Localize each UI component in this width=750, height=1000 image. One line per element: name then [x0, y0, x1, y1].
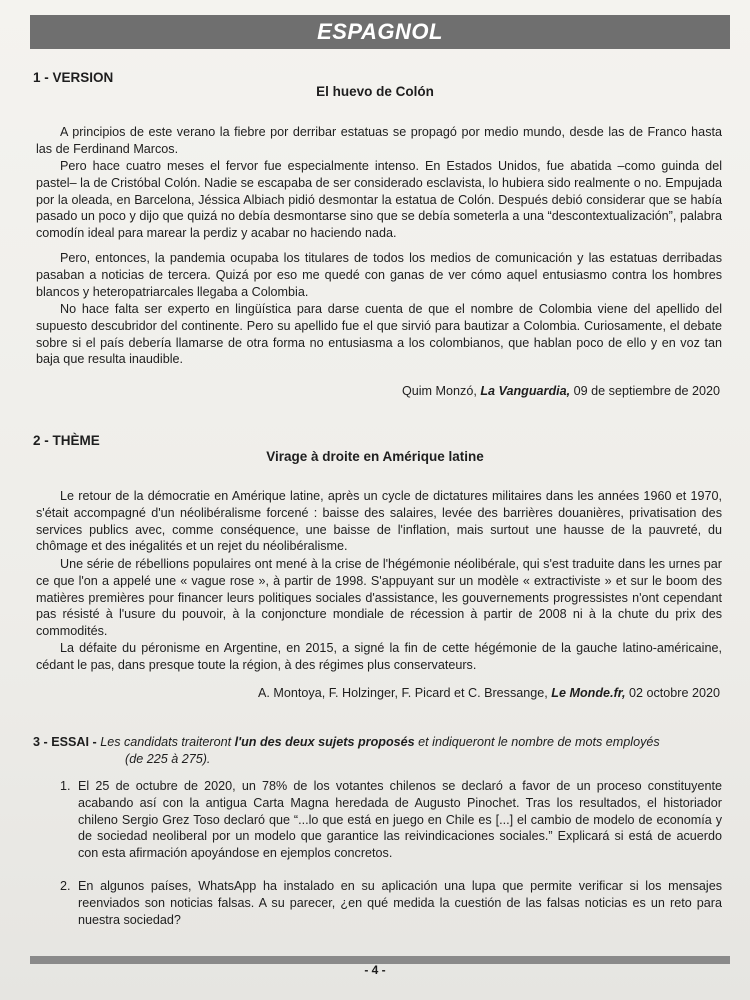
- version-source-publication: La Vanguardia,: [480, 384, 571, 398]
- essai-instructions: [33, 734, 723, 768]
- version-source: [402, 384, 720, 398]
- version-source-author: Quim Monzó,: [401, 384, 477, 398]
- theme-source: [258, 686, 720, 700]
- version-paragraph: Pero hace cuatro meses el fervor fue especialmente intenso. En Estados Unidos, fue abatida –como guinda del pastel– la de Cristóbal Colón. Nadie se escapaba de ser considerado esclavista, lo hubiera sido realmente o no. Empujada por la oleada, en Barcelona, Jéssica Albiach pidió desmontar la estatua de Colón. Después debió considerar que se había pasado un poco y dijo que quizá no debía desmontarse sino que se debía someterla a una “descontextualización”, palabra comodín ideal para marear la perdiz y acabar no haciendo nada.: [36, 159, 722, 241]
- theme-article-title: Virage à droite en Amérique latine: [266, 449, 484, 464]
- theme-source-author: A. Montoya, F. Holzinger, F. Picard et C. Bressange,: [258, 686, 548, 700]
- version-article-title: El huevo de Colón: [316, 84, 434, 99]
- question-number: 1.: [60, 779, 71, 793]
- subject-banner: [30, 15, 730, 49]
- version-paragraph: Pero, entonces, la pandemia ocupaba los titulares de todos los medios de comunicación y las estatuas derribadas pasaban a noticias de tercera. Quizá por eso me quedé con ganas de ver cómo aquel entusiasmo contra los hombres blancos y heteropatriarcales llegaba a Colombia.: [36, 251, 722, 299]
- essai-instruction-emphasis: l'un des deux sujets proposés: [234, 735, 415, 749]
- version-paragraph: A principios de este verano la fiebre por derribar estatuas se propagó por medio mundo, desde las de Franco hasta las de Ferdinand Marcos.: [36, 125, 722, 156]
- essai-word-range: (de 225 à 275).: [125, 751, 211, 766]
- theme-paragraph: La défaite du péronisme en Argentine, en 2015, a signé la fin de cette hégémonie de la gauche latino-américaine, cédant le pas, dans presque toute la région, à des régimes plus conservateurs.: [36, 641, 722, 672]
- subject-title: ESPAGNOL: [317, 19, 443, 44]
- essai-heading: 3 - ESSAI -: [33, 735, 97, 749]
- theme-source-publication: Le Monde.fr,: [551, 686, 626, 700]
- version-heading: 1 - VERSION: [33, 70, 114, 85]
- theme-paragraph: Une série de rébellions populaires ont mené à la crise de l'hégémonie néolibérale, qui s'est traduite dans les urnes par ce que l'on a appelé une « vague rose », à partir de 1998. S'appuyant sur un modèle « extractiviste » et sur le boom des matières premières pour financer leurs politiques sociales d'assistance, les gouvernements progressistes n'ont cependant pas résisté à l'usure du pouvoir, à la conjoncture mondiale de récession à partir de 2008 ni à la chute du prix des commodités.: [36, 557, 722, 639]
- question-number: 2.: [60, 879, 71, 893]
- essai-instruction-part: Les candidats traiteront: [100, 735, 232, 749]
- version-paragraph: No hace falta ser experto en lingüística para darse cuenta de que el nombre de Colombia viene del apellido del supuesto descubridor del continente. Pero su apellido fue el que sirvió para bautizar a Colombia. Curiosamente, el debate sobre si el país debería llamarse de otra forma no entusiasma a los colombianos, que hablan poco de ello y en voz tan baja que resulta inaudible.: [36, 302, 722, 367]
- question-text: En algunos países, WhatsApp ha instalado en su aplicación una lupa que permite verificar si los mensajes reenviados son noticias falsas. A su parecer, ¿en qué medida la cuestión de las falsas noticias es un reto para nuestra sociedad?: [78, 879, 722, 927]
- essai-question: [60, 778, 722, 862]
- page-number: - 4 -: [364, 963, 386, 977]
- theme-paragraph: Le retour de la démocratie en Amérique latine, après un cycle de dictatures militaires dans les années 1960 et 1970, s'était accompagné d'un néolibéralisme forcené : baisse des salaires, levée des barrières douanières, privatisation des services publics avec, comme conséquence, une baisse de l'inflation, mais surtout une hausse de la pauvreté, du chômage et des inégalités et un rejet du néolibéralisme.: [36, 489, 722, 554]
- theme-source-date: 02 octobre 2020: [628, 686, 720, 700]
- question-text: El 25 de octubre de 2020, un 78% de los votantes chilenos se declaró a favor de un proceso constituyente acabando así con la antigua Carta Magna heredada de Augusto Pinochet. Tras los resultados, el historiador chileno Sergio Grez Toso declaró que “...lo que está en juego en Chile es [...] el cambio de modelo de economía y de sociedad neoliberal por un modelo que garantice las reivindicaciones sociales.” Explicará si está de acuerdo con esta afirmación apoyándose en ejemplos concretos.: [78, 779, 722, 861]
- version-source-date: 09 de septiembre de 2020: [573, 384, 720, 398]
- essai-instruction-part: et indiqueront le nombre de mots employés: [418, 735, 660, 749]
- theme-heading: 2 - THÈME: [33, 433, 100, 448]
- essai-question: [60, 878, 722, 928]
